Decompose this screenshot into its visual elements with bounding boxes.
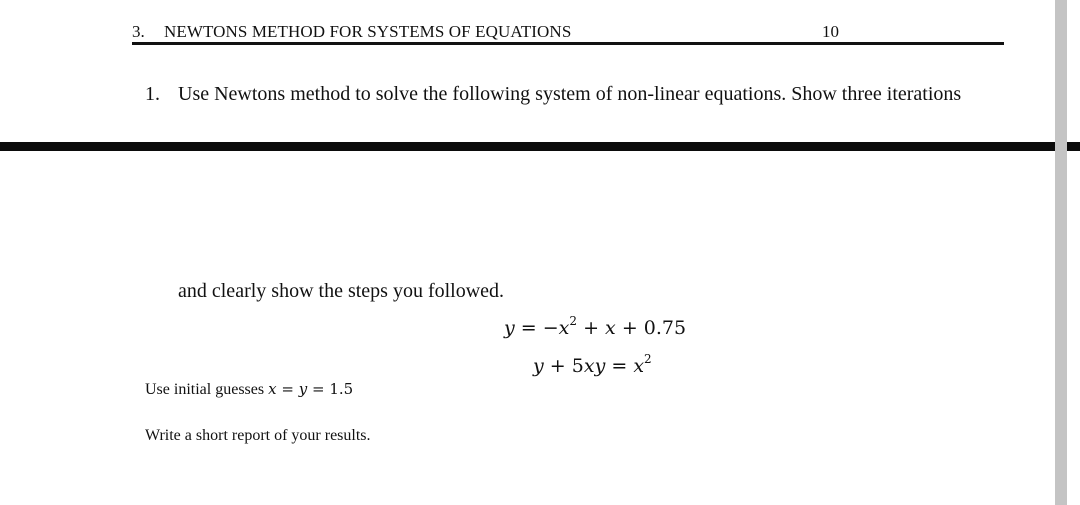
initial-guess-label: Use initial guesses — [145, 381, 265, 398]
section-title: NEWTONS METHOD FOR SYSTEMS OF EQUATIONS — [164, 22, 572, 41]
page-number: 10 — [822, 22, 839, 41]
question-text-line2: and clearly show the steps you followed. — [178, 280, 505, 302]
section-number: 3. — [132, 22, 145, 41]
page-break-divider — [0, 142, 1055, 151]
section-header — [132, 22, 1004, 46]
question-text-line1: Use Newtons method to solve the following system of non-linear equations. Show three iterations — [178, 83, 962, 105]
equation-2-render: $y + 5xy = x^2$ — [533, 351, 652, 377]
page-break-edge — [1067, 142, 1080, 151]
report-instruction: Write a short report of your results. — [145, 427, 371, 444]
initial-guess-line — [145, 380, 353, 399]
equation-1-render: $y = -x^2 + x + 0.75$ — [504, 313, 687, 339]
vertical-scrollbar[interactable] — [1055, 0, 1067, 505]
equation-2 — [533, 351, 652, 377]
question-number: 1. — [145, 83, 160, 105]
equation-1 — [504, 313, 687, 339]
header-rule — [132, 42, 1004, 45]
initial-guess-expression: x = y = 1.5 — [268, 380, 354, 398]
